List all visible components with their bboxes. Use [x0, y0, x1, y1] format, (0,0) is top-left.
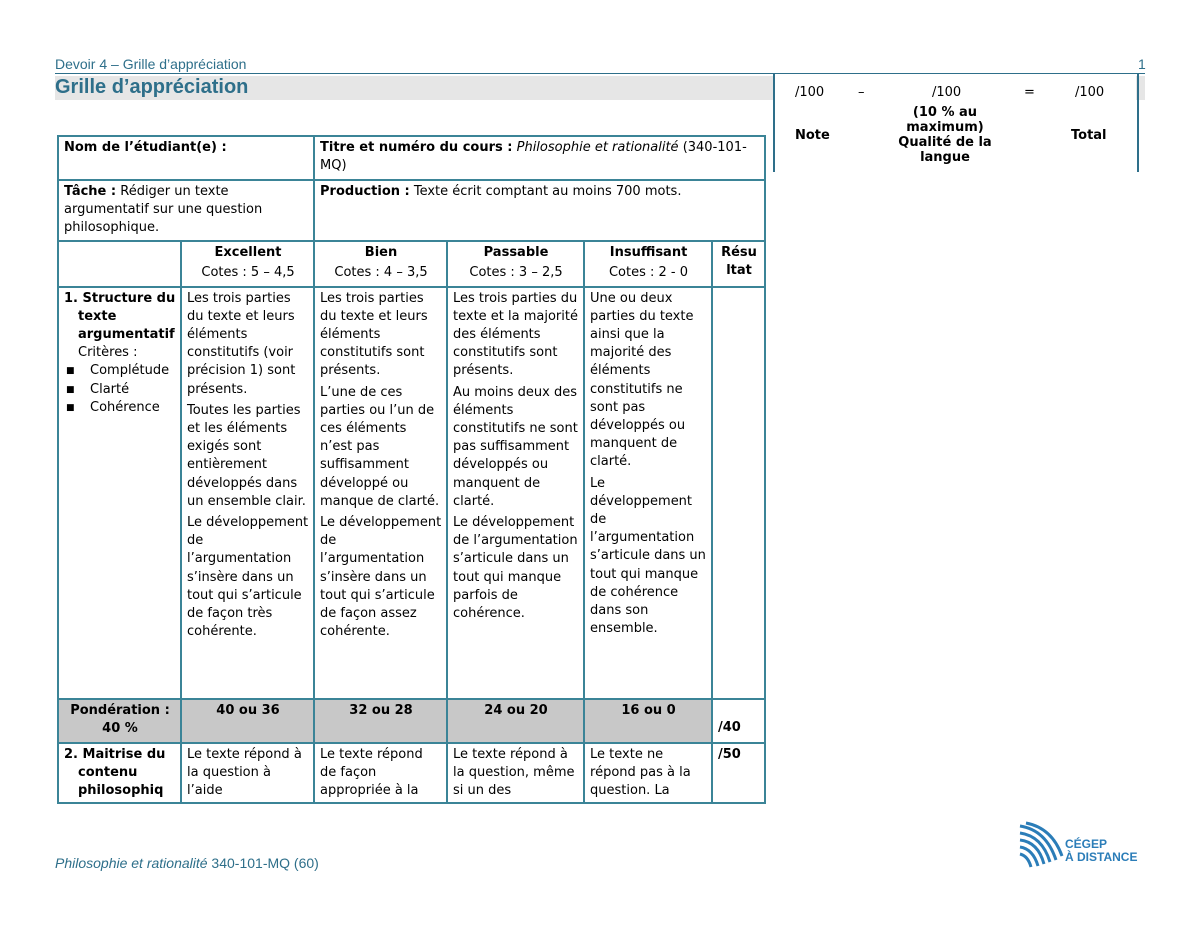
criterion-1-insuffisant: Une ou deux parties du texte ainsi que la majorité des éléments constitutifs ne sont pas développés ou manquent de clarté. Le développement de l’argumentation s’articule dans un tout qui manque de cohérence dans son ensemble. [584, 287, 712, 699]
level-passable: Passable Cotes : 3 – 2,5 [447, 241, 584, 287]
note-label: Note [795, 128, 830, 143]
criterion-item: ■ Complétude [64, 362, 176, 380]
assessment-grid [57, 135, 766, 804]
criteria-list [64, 362, 176, 417]
production-cell [314, 180, 765, 241]
level-insuffisant: Insuffisant Cotes : 2 - 0 [584, 241, 712, 287]
task-text: Rédiger un texte argumentatif sur une question philosophique. [64, 184, 263, 236]
criterion-1-label [58, 287, 181, 699]
bullet-icon: ■ [66, 384, 75, 395]
course-cell [314, 136, 765, 180]
result-header: Résu ltat [712, 241, 765, 287]
criterion-1-excellent: Les trois parties du texte et leurs éléments constitutifs (voir précision 1) sont présents. Toutes les parties et les éléments exigés sont entièrement développés dans un ensemble clair. Le développement de l’argumentation s’insère dans un tout qui s’articule de façon très cohérente. [181, 287, 314, 699]
weighting-row [58, 699, 765, 743]
criterion-1-title: 1. Structure du texte argumentatif [64, 290, 176, 343]
criterion-2-bien: Le texte répond de façon appropriée à la [314, 743, 447, 804]
quality-max: /100 [932, 85, 962, 100]
weighting-excellent: 40 ou 36 [181, 699, 314, 743]
footer [55, 855, 319, 871]
criterion-1-passable: Les trois parties du texte et la majorité des éléments constitutifs sont présents. Au moins deux des éléments constitutifs ne sont pas suffisamment développés ou manquent de clarté. Le développement de l’argumentation s’articule dans un tout qui manque parfois de cohérence. [447, 287, 584, 699]
level-excellent: Excellent Cotes : 5 – 4,5 [181, 241, 314, 287]
criterion-2-passable: Le texte répond à la question, même si un des [447, 743, 584, 804]
course-label: Titre et numéro du cours : [320, 140, 513, 155]
minus-sign: – [858, 85, 865, 100]
criterion-2-insuffisant: Le texte ne répond pas à la question. La [584, 743, 712, 804]
running-header: Devoir 4 – Grille d’appréciation [55, 56, 247, 72]
task-cell [58, 180, 314, 241]
footer-course-title: Philosophie et rationalité [55, 855, 208, 871]
criterion-item: ■ Clarté [64, 381, 176, 399]
page-title: Grille d’appréciation [55, 76, 249, 98]
weighting-passable: 24 ou 20 [447, 699, 584, 743]
criterion-2-result[interactable]: /50 [712, 743, 765, 804]
footer-course-code: 340-101-MQ (60) [207, 855, 319, 871]
criterion-2-excellent: Le texte répond à la question à l’aide [181, 743, 314, 804]
levels-row [58, 241, 765, 287]
criterion-1-bien: Les trois parties du texte et leurs éléments constitutifs sont présents. L’une de ces parties ou l’un de ces éléments n’est pas suffisamment développé ou manque de clarté. Le développement de l’argumentation s’insère dans un tout qui s’articule de façon assez cohérente. [314, 287, 447, 699]
course-title: Philosophie et rationalité [516, 140, 679, 155]
student-label: Nom de l’étudiant(e) : [64, 140, 227, 155]
criterion-item: ■ Cohérence [64, 399, 176, 417]
level-bien: Bien Cotes : 4 – 3,5 [314, 241, 447, 287]
student-name-cell[interactable] [58, 136, 314, 180]
criteria-label: Critères : [78, 345, 138, 361]
bullet-icon: ■ [66, 366, 75, 377]
criterion-1-result[interactable] [712, 287, 765, 699]
weighting-insuffisant: 16 ou 0 [584, 699, 712, 743]
quality-label: (10 % au maximum) Qualité de la langue [898, 105, 992, 165]
levels-corner [58, 241, 181, 287]
logo-text: CÉGEP À DISTANCE [1065, 837, 1138, 864]
production-text: Texte écrit comptant au moins 700 mots. [409, 184, 682, 199]
total-max: /100 [1075, 85, 1105, 100]
info-row-1 [58, 136, 765, 180]
info-row-2 [58, 180, 765, 241]
total-label: Total [1071, 128, 1107, 143]
weighting-label: Pondération : 40 % [58, 699, 181, 743]
course-code: (340-101-MQ) [320, 140, 747, 174]
weighting-bien: 32 ou 28 [314, 699, 447, 743]
page-number: 1 [1138, 56, 1146, 72]
criterion-1-row [58, 287, 765, 699]
production-label: Production : [320, 184, 410, 199]
weighting-result[interactable]: /40 [712, 699, 765, 743]
note-max: /100 [795, 85, 825, 100]
task-label: Tâche : [64, 184, 117, 199]
bullet-icon: ■ [66, 402, 75, 413]
criterion-2-title: 2. Maitrise du contenu philosophiq [58, 743, 181, 804]
criterion-2-row [58, 743, 765, 804]
equals-sign: = [1024, 85, 1035, 100]
score-box [773, 74, 1139, 172]
